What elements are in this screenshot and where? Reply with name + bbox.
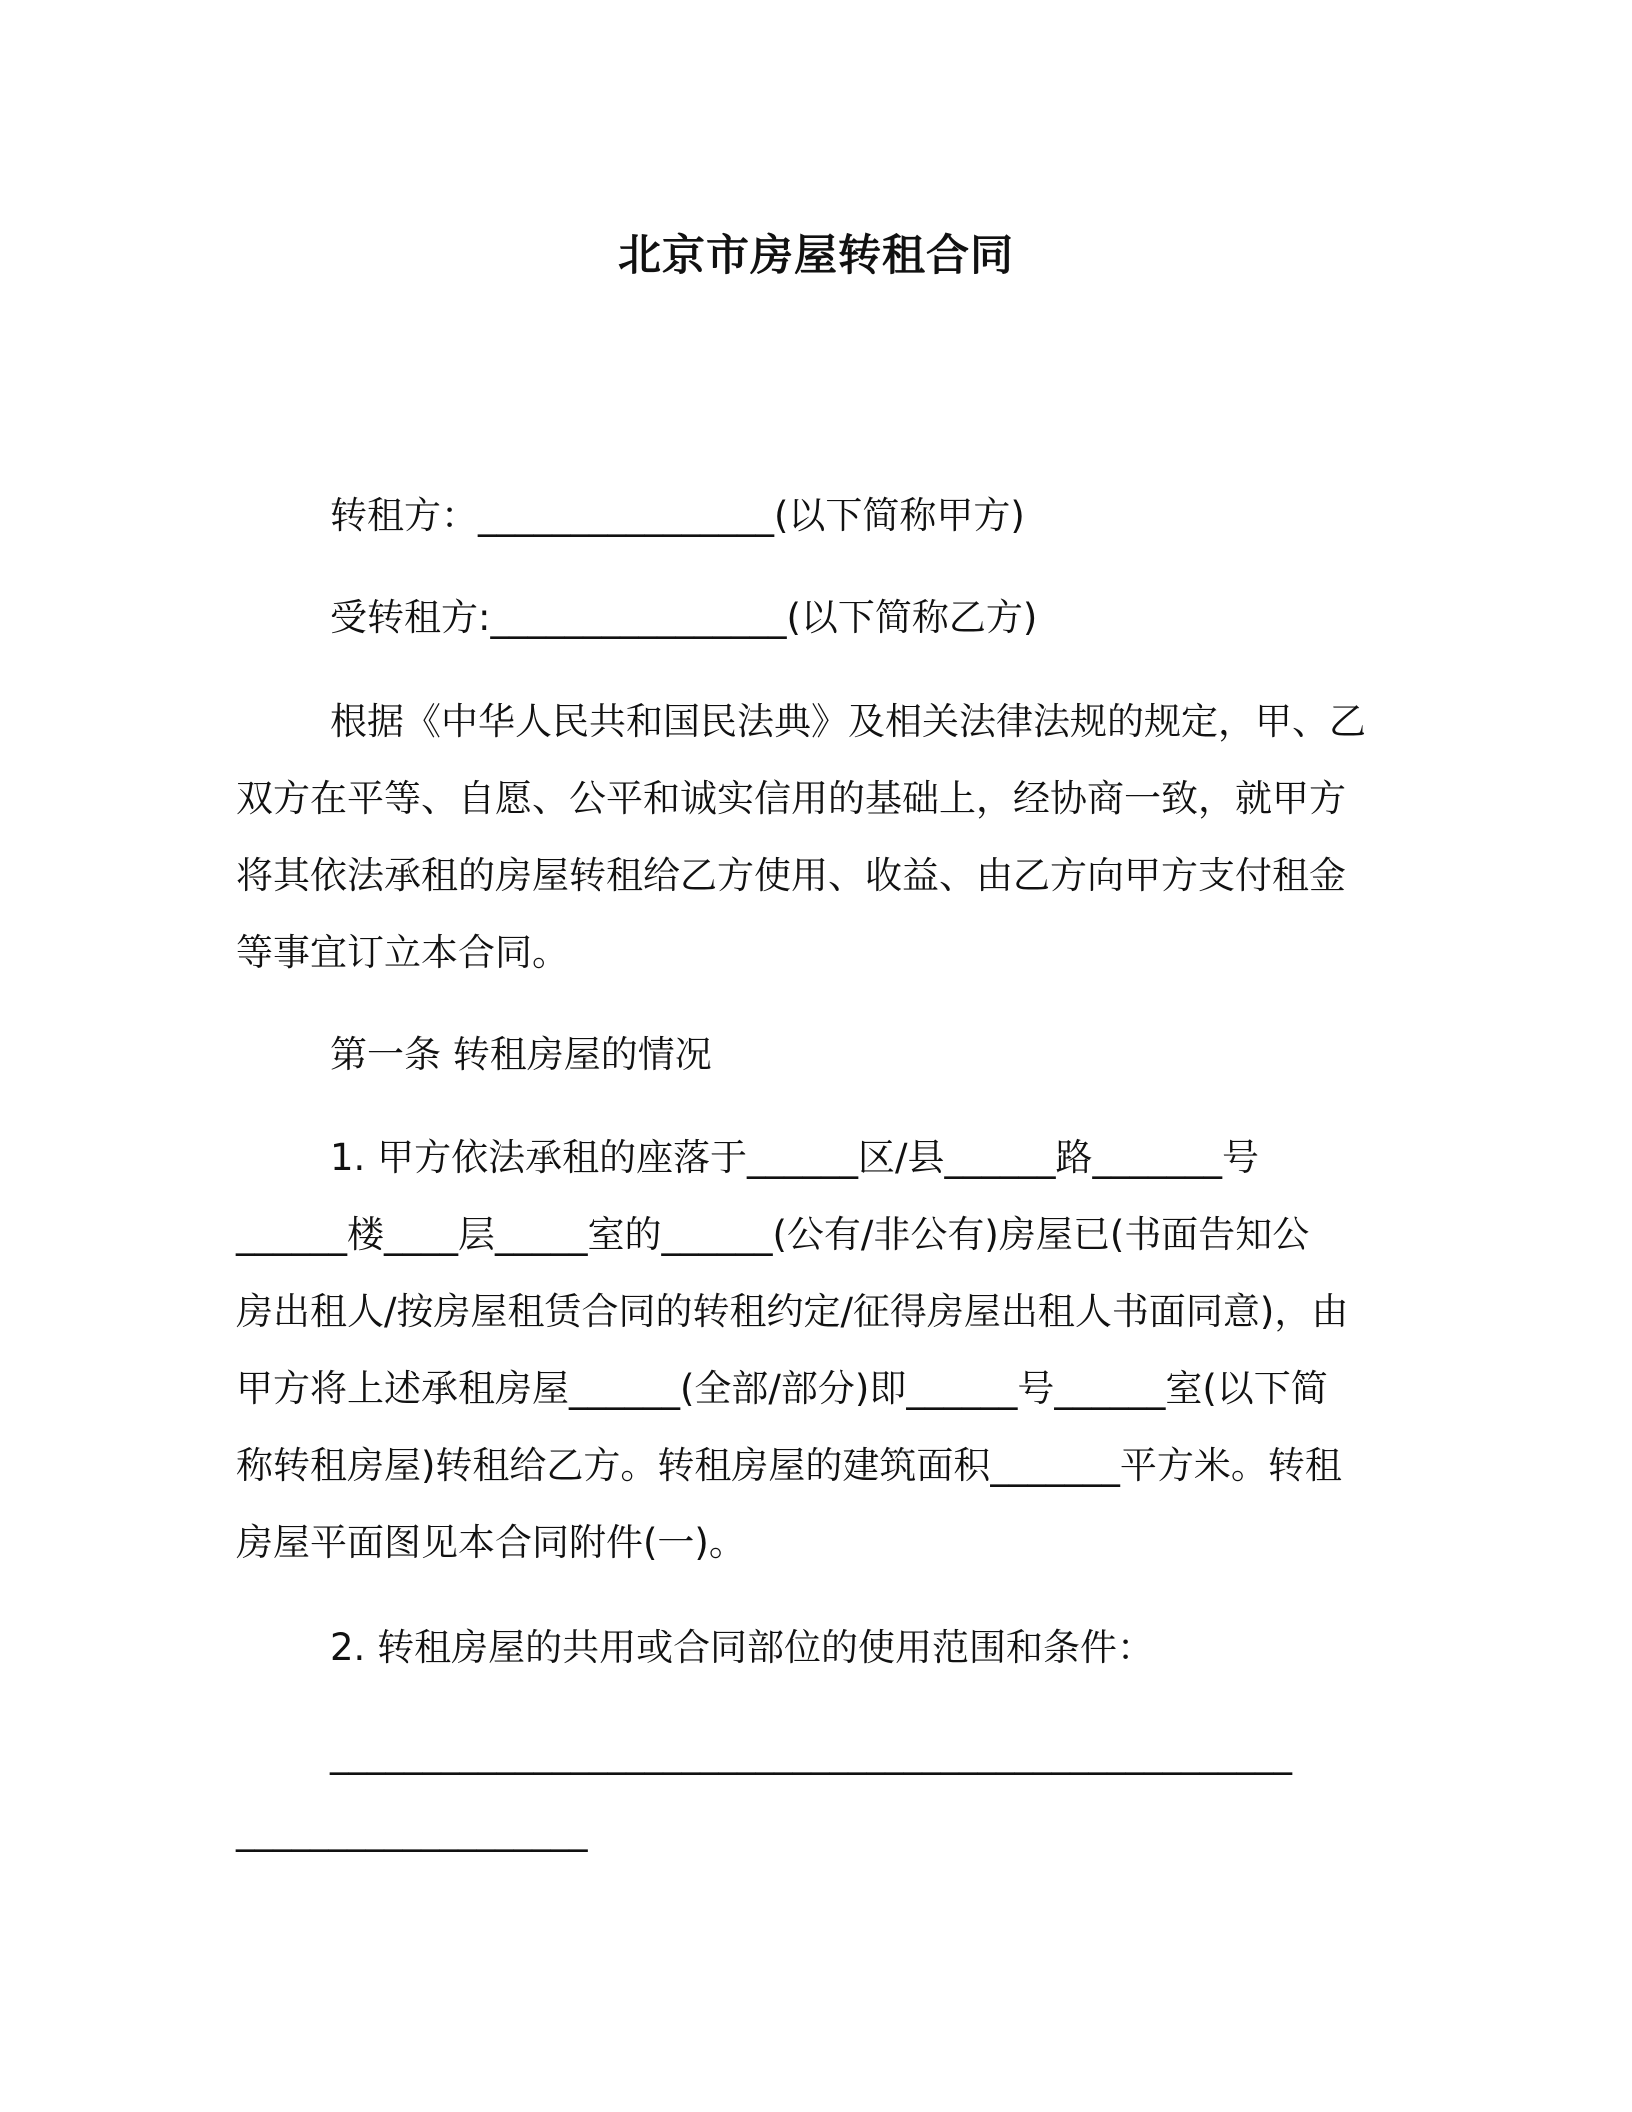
preamble-line-3: 将其依法承租的房屋转租给乙方使用、收益、由乙方向甲方支付租金 (236, 854, 1346, 897)
blank-line-2: ___________________ (236, 1809, 588, 1852)
preamble-line-2: 双方在平等、自愿、公平和诚实信用的基础上，经协商一致，就甲方 (236, 777, 1346, 820)
clause-1-line-5: 称转租房屋)转租给乙方。转租房屋的建筑面积_______平方米。转租 (236, 1444, 1342, 1487)
party-b-line: 受转租方:________________(以下简称乙方) (330, 596, 1038, 639)
article-1-heading: 第一条 转租房屋的情况 (330, 1033, 712, 1076)
blank-line-1: ____________________________________________________ (330, 1732, 1292, 1775)
clause-1-line-2: ______楼____层_____室的______(公有/非公有)房屋已(书面告知公 (236, 1213, 1310, 1256)
clause-1-line-3: 房出租人/按房屋租赁合同的转租约定/征得房屋出租人书面同意)，由 (236, 1290, 1349, 1333)
party-a-line: 转租方：________________(以下简称甲方) (330, 494, 1025, 537)
clause-1-line-4: 甲方将上述承租房屋______(全部/部分)即______号______室(以下简 (236, 1367, 1328, 1410)
page-title: 北京市房屋转租合同 (618, 231, 1014, 281)
clause-1-line-1: 1. 甲方依法承租的座落于______区/县______路_______号 (330, 1136, 1260, 1179)
clause-1-line-6: 房屋平面图见本合同附件(一)。 (236, 1521, 746, 1564)
preamble-line-1: 根据《中华人民共和国民法典》及相关法律法规的规定，甲、乙 (330, 700, 1366, 743)
preamble-line-4: 等事宜订立本合同。 (236, 931, 569, 974)
clause-2-line: 2. 转租房屋的共用或合同部位的使用范围和条件： (330, 1626, 1155, 1669)
